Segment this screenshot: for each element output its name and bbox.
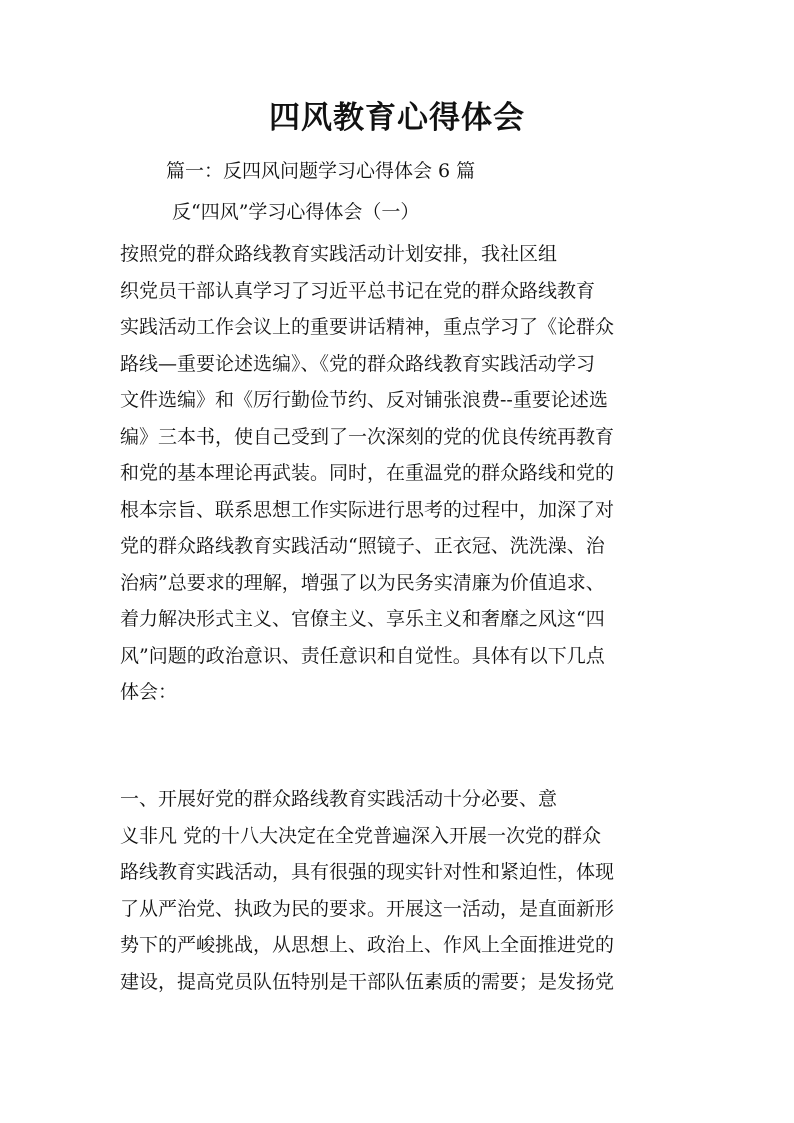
paragraph-line: 风”问题的政治意识、责任意识和自觉性。具体有以下几点 <box>120 644 605 667</box>
paragraph-line: 织党员干部认真学习了习近平总书记在党的群众路线教育 <box>120 279 596 302</box>
paragraph-line: 着力解决形式主义、官僚主义、享乐主义和奢靡之风这“四 <box>120 608 605 630</box>
paragraph-line: 文件选编》和《厉行勤俭节约、反对铺张浪费--重要论述选 <box>120 389 608 411</box>
paragraph-line: 体会： <box>120 681 178 703</box>
paragraph-line: 和党的基本理论再武装。同时，在重温党的群众路线和党的 <box>120 462 615 484</box>
paragraph-line: 根本宗旨、联系思想工作实际进行思考的过程中，加深了对 <box>120 498 615 521</box>
paragraph-line: 按照党的群众路线教育实践活动计划安排，我社区组 <box>120 243 558 265</box>
paragraph-line: 编》三本书，使自己受到了一次深刻的党的优良传统再教育 <box>120 425 615 448</box>
paragraph-line: 党的群众路线教育实践活动“照镜子、正衣冠、洗洗澡、治 <box>120 535 605 557</box>
paragraph-line: 路线教育实践活动，具有很强的现实针对性和紧迫性，体现 <box>120 861 615 883</box>
paragraph-2 <box>120 781 690 1000</box>
paragraph-line: 治病”总要求的理解，增强了以为民务实清廉为价值追求、 <box>120 571 605 594</box>
document-subtitle: 篇一：反四风问题学习心得体会 6 篇 <box>166 160 476 182</box>
paragraph-line: 路线—重要论述选编》、《党的群众路线教育实践活动学习 <box>120 352 596 375</box>
paragraph-line: 实践活动工作会议上的重要讲话精神，重点学习了《论群众 <box>120 316 615 338</box>
document-title: 四风教育心得体会 <box>269 100 525 136</box>
paragraph-line: 建设，提高党员队伍特别是干部队伍素质的需要；是发扬党 <box>120 970 615 993</box>
paragraph-1 <box>120 236 690 711</box>
paragraph-line: 义非凡 党的十八大决定在全党普遍深入开展一次党的群众 <box>120 824 602 847</box>
section-heading: 反“四风”学习心得体会（一） <box>172 201 420 223</box>
paragraph-line: 一、开展好党的群众路线教育实践活动十分必要、意 <box>120 788 558 810</box>
paragraph-line: 势下的严峻挑战，从思想上、政治上、作风上全面推进党的 <box>120 934 615 956</box>
paragraph-line: 了从严治党、执政为民的要求。开展这一活动，是直面新形 <box>120 897 615 920</box>
